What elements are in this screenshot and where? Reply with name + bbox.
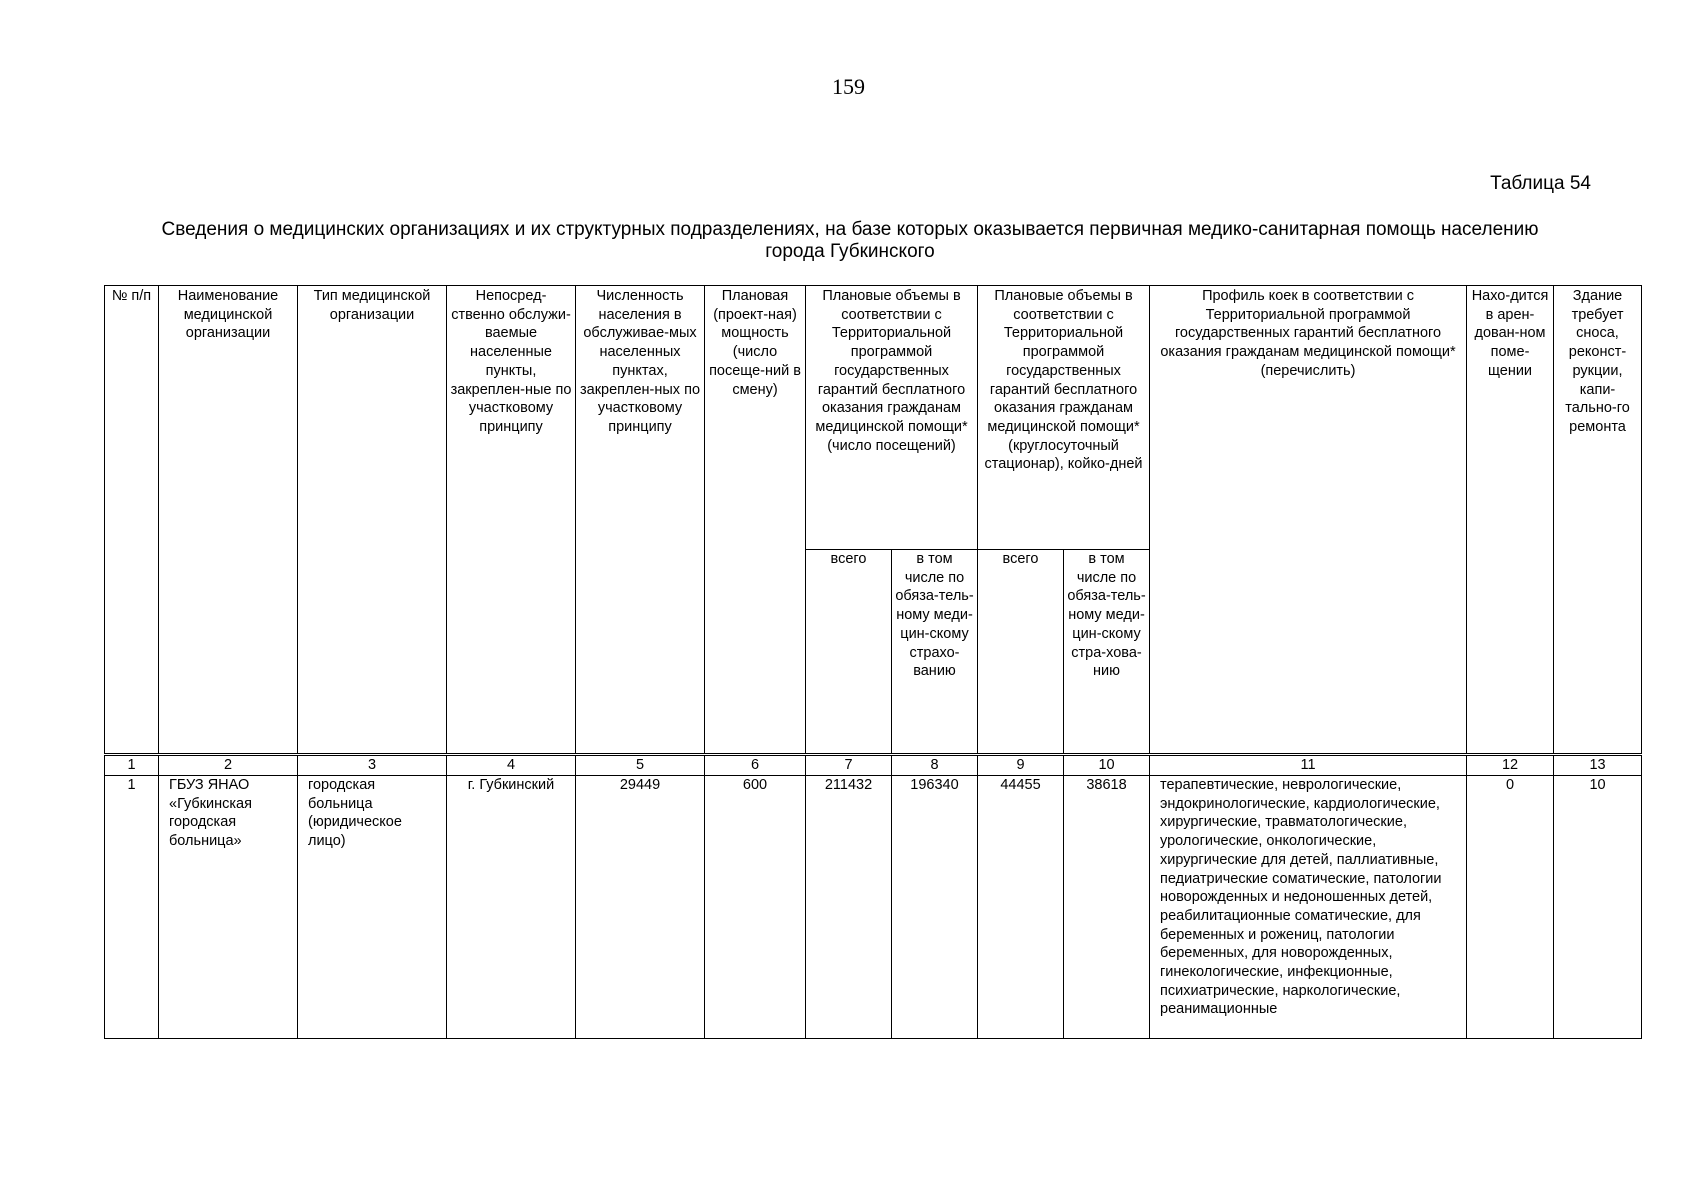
subheader-beds-oms: в том числе по обяза-тель-ному меди-цин-скому стра-хова-нию [1064,550,1150,755]
cell-bed-profile: терапевтические, неврологические, эндокринологические, кардиологические, хирургические, травматологические, урологические, онкологические, хирургические для детей, паллиативные, педиатрические соматические, патологии новорожденных и недоношенных детей, реабилитационные соматические, для беременных и рожениц, патологии беременных, для новорожденных, гинекологические, инфекционные, психиатрические, наркологические, реанимационные [1150,776,1467,1039]
cell-visits-oms: 196340 [892,776,978,1039]
column-number: 8 [892,755,978,776]
table-label: Таблица 54 [1490,173,1591,194]
column-number: 10 [1064,755,1150,776]
subheader-visits-oms: в том числе по обяза-тель-ному меди-цин-скому страхо-ванию [892,550,978,755]
cell-org-name: ГБУЗ ЯНАО «Губкинская городская больница» [159,776,298,1039]
medical-organizations-table [104,285,1642,1039]
title-line-1: Сведения о медицинских организациях и их структурных подразделениях, на базе которых оказывается первичная медико-санитарная помощь населению [161,219,1539,240]
cell-rented: 0 [1467,776,1554,1039]
column-number: 1 [105,755,159,776]
cell-org-type: городская больница (юридическое лицо) [298,776,447,1039]
header-planned-visits: Плановые объемы в соответствии с Территориальной программой государственных гарантий бесплатного оказания гражданам медицинской помощи* (число посещений) [806,286,978,550]
header-org-type: Тип медицинской организации [298,286,447,755]
header-building-state: Здание требует сноса, реконст-рукции, капи-тально-го ремонта [1554,286,1642,755]
column-number: 7 [806,755,892,776]
subheader-beds-total: всего [978,550,1064,755]
table-row [105,776,1642,1039]
header-number: № п/п [105,286,159,755]
column-number: 9 [978,755,1064,776]
header-population: Численность населения в обслуживае-мых населенных пунктах, закреплен-ных по участковому принципу [576,286,705,755]
page-number: 159 [832,74,865,99]
header-org-name: Наименование медицинской организации [159,286,298,755]
header-capacity: Плановая (проект-ная) мощность (число посеще-ний в смену) [705,286,806,755]
header-bed-profile: Профиль коек в соответствии с Территориальной программой государственных гарантий бесплатного оказания гражданам медицинской помощи* (перечислить) [1150,286,1467,755]
cell-visits-total: 211432 [806,776,892,1039]
cell-population: 29449 [576,776,705,1039]
column-number: 12 [1467,755,1554,776]
column-number: 11 [1150,755,1467,776]
cell-capacity: 600 [705,776,806,1039]
cell-number: 1 [105,776,159,1039]
title-line-2: города Губкинского [765,241,935,262]
header-rented: Нахо-дится в арен-дован-ном поме-щении [1467,286,1554,755]
subheader-visits-total: всего [806,550,892,755]
cell-beds-total: 44455 [978,776,1064,1039]
cell-beds-oms: 38618 [1064,776,1150,1039]
header-planned-bed-days: Плановые объемы в соответствии с Территориальной программой государственных гарантий бесплатного оказания гражданам медицинской помощи* (круглосуточный стационар), койко-дней [978,286,1150,550]
column-number: 3 [298,755,447,776]
column-number: 13 [1554,755,1642,776]
header-served-settlements: Непосред-ственно обслужи-ваемые населенные пункты, закреплен-ные по участковому принципу [447,286,576,755]
cell-building-state: 10 [1554,776,1642,1039]
column-number: 2 [159,755,298,776]
cell-served-settlements: г. Губкинский [447,776,576,1039]
column-number: 4 [447,755,576,776]
column-number-row [105,755,1642,776]
column-number: 6 [705,755,806,776]
document-title [100,219,1600,263]
column-number: 5 [576,755,705,776]
